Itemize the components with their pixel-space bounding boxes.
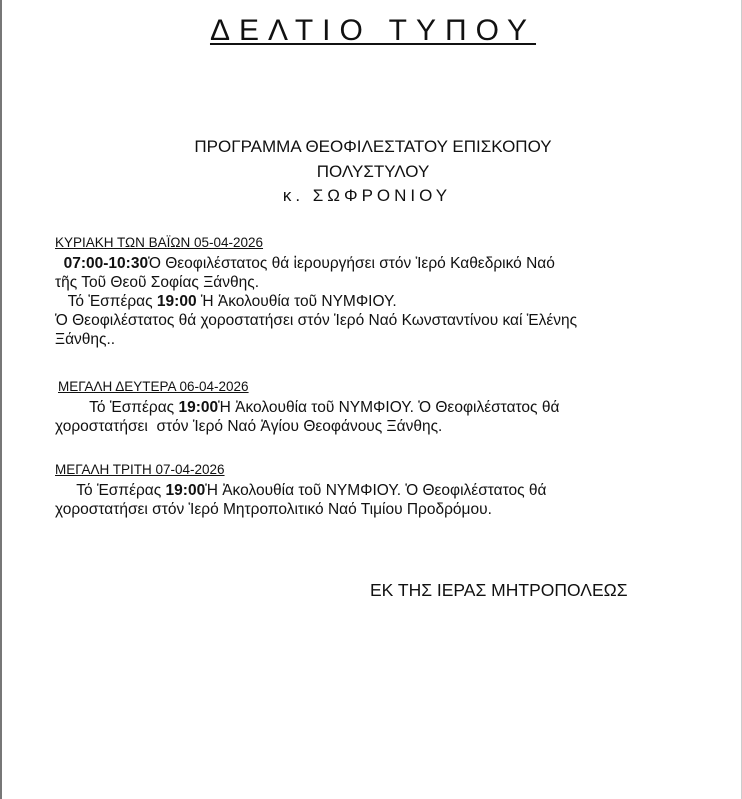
day-section-palm-sunday — [55, 233, 705, 349]
schedule-line: χοροστατήσει στόν Ἱερό Ναό Ἁγίου Θεοφάνους Ξάνθης. — [55, 418, 443, 435]
schedule-line — [55, 254, 705, 273]
schedule-line: Ὁ Θεοφιλέστατος θά χοροστατήσει στόν Ἱερό Ναό Κωνσταντίνου καί Ἑλένης — [55, 312, 578, 329]
signature-issuer: ΕΚ ΤΗΣ ΙΕΡΑΣ ΜΗΤΡΟΠΟΛΕΩΣ — [370, 580, 628, 600]
schedule-line — [55, 481, 705, 500]
document-title: ΔΕΛΤΙΟ ΤΥΠΟΥ — [209, 14, 537, 47]
evening-prefix: Τό Ἑσπέρας — [67, 293, 157, 310]
day-heading: ΜΕΓΑΛΗ ΔΕΥΤΕΡΑ 06-04-2026 — [58, 379, 249, 394]
evening-prefix: Τό Ἑσπέρας — [76, 482, 166, 499]
schedule-line — [55, 398, 705, 417]
day-section-holy-tuesday — [55, 460, 705, 519]
schedule-text: Ἡ Ἀκολουθία τοῦ ΝΥΜΦΙΟΥ. — [196, 293, 397, 310]
time: 19:00 — [178, 399, 219, 416]
schedule-line: τῆς Τοῦ Θεοῦ Σοφίας Ξάνθης. — [55, 274, 260, 291]
program-heading-line-3: κ. ΣΩΦΡΟΝΙΟΥ — [282, 186, 452, 205]
evening-prefix: Τό Ἑσπέρας — [89, 399, 179, 416]
schedule-line: χοροστατήσει στόν Ἱερό Μητροπολιτικό Ναό Τιμίου Προδρόμου. — [55, 501, 492, 518]
program-heading-line-1: ΠΡΟΓΡΑΜΜΑ ΘΕΟΦΙΛΕΣΤΑΤΟΥ ΕΠΙΣΚΟΠΟΥ — [194, 137, 552, 156]
program-heading-line-2: ΠΟΛΥΣΤΥΛΟΥ — [316, 162, 430, 181]
time-range: 07:00-10:30 — [63, 255, 149, 272]
schedule-text: Ἡ Ἀκολουθία τοῦ ΝΥΜΦΙΟΥ. Ὁ Θεοφιλέστατος θά — [205, 482, 547, 499]
time: 19:00 — [156, 293, 197, 310]
schedule-text: Ὁ Θεοφιλέστατος θά ἱερουργήσει στόν Ἱερό Καθεδρικό Ναό — [148, 255, 555, 272]
day-heading: ΜΕΓΑΛΗ ΤΡΙΤΗ 07-04-2026 — [55, 462, 225, 477]
day-section-holy-monday — [55, 377, 705, 436]
time: 19:00 — [165, 482, 206, 499]
schedule-line — [55, 292, 705, 311]
day-heading: ΚΥΡΙΑΚΗ ΤΩΝ ΒΑΪΩΝ 05-04-2026 — [55, 235, 264, 250]
schedule-text: Ἡ Ἀκολουθία τοῦ ΝΥΜΦΙΟΥ. Ὁ Θεοφιλέστατος θά — [218, 399, 560, 416]
schedule-line: Ξάνθης.. — [55, 331, 116, 348]
